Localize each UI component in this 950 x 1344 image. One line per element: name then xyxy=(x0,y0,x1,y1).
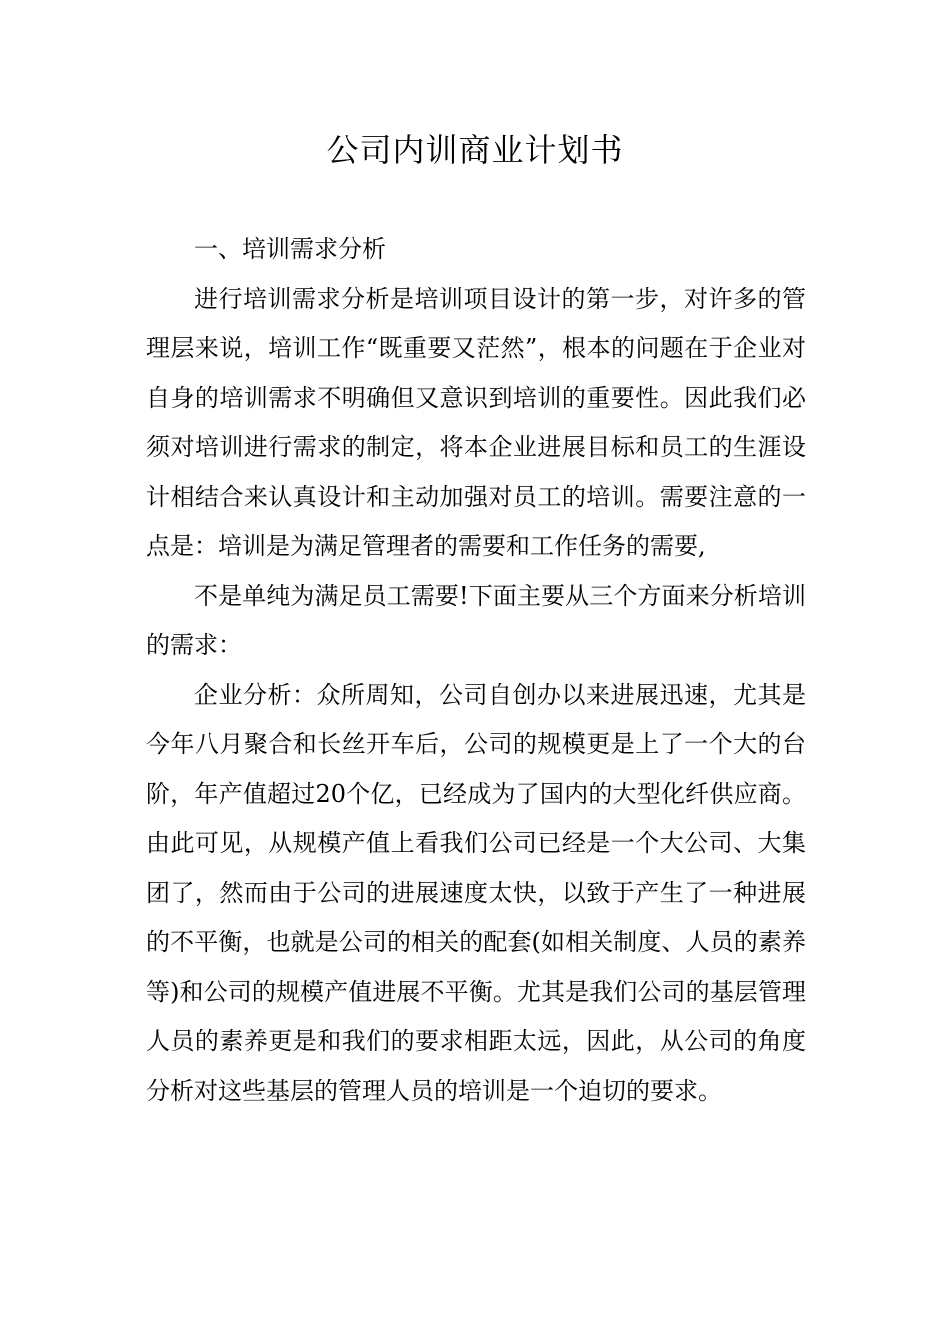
paragraph-enterprise-analysis: 企业分析：众所周知，公司自创办以来进展迅速，尤其是今年八月聚合和长丝开车后，公司的规模更是上了一个大的台阶，年产值超过20个亿，已经成为了国内的大型化纤供应商。由此可见，从规模产值上看我们公司已经是一个大公司、大集团了，然而由于公司的进展速度太快，以致于产生了一种进展的不平衡，也就是公司的相关的配套(如相关制度、人员的素养等)和公司的规模产值进展不平衡。尤其是我们公司的基层管理人员的素养更是和我们的要求相距太远，因此，从公司的角度分析对这些基层的管理人员的培训是一个迫切的要求。 xyxy=(146,680,806,1105)
section-heading: 一、培训需求分析 xyxy=(194,235,386,263)
paragraph-three-aspects: 不是单纯为满足员工需要!下面主要从三个方面来分析培训的需求： xyxy=(146,581,806,659)
document-body xyxy=(146,225,806,1116)
paragraph-training-needs-intro: 进行培训需求分析是培训项目设计的第一步，对许多的管理层来说，培训工作“既重要又茫然”，根本的问题在于企业对自身的培训需求不明确但又意识到培训的重要性。因此我们必须对培训进行需求的制定，将本企业进展目标和员工的生涯设计相结合来认真设计和主动加强对员工的培训。需要注意的一点是：培训是为满足管理者的需要和工作任务的需要, xyxy=(146,284,806,560)
document-title: 公司内训商业计划书 xyxy=(326,131,624,169)
